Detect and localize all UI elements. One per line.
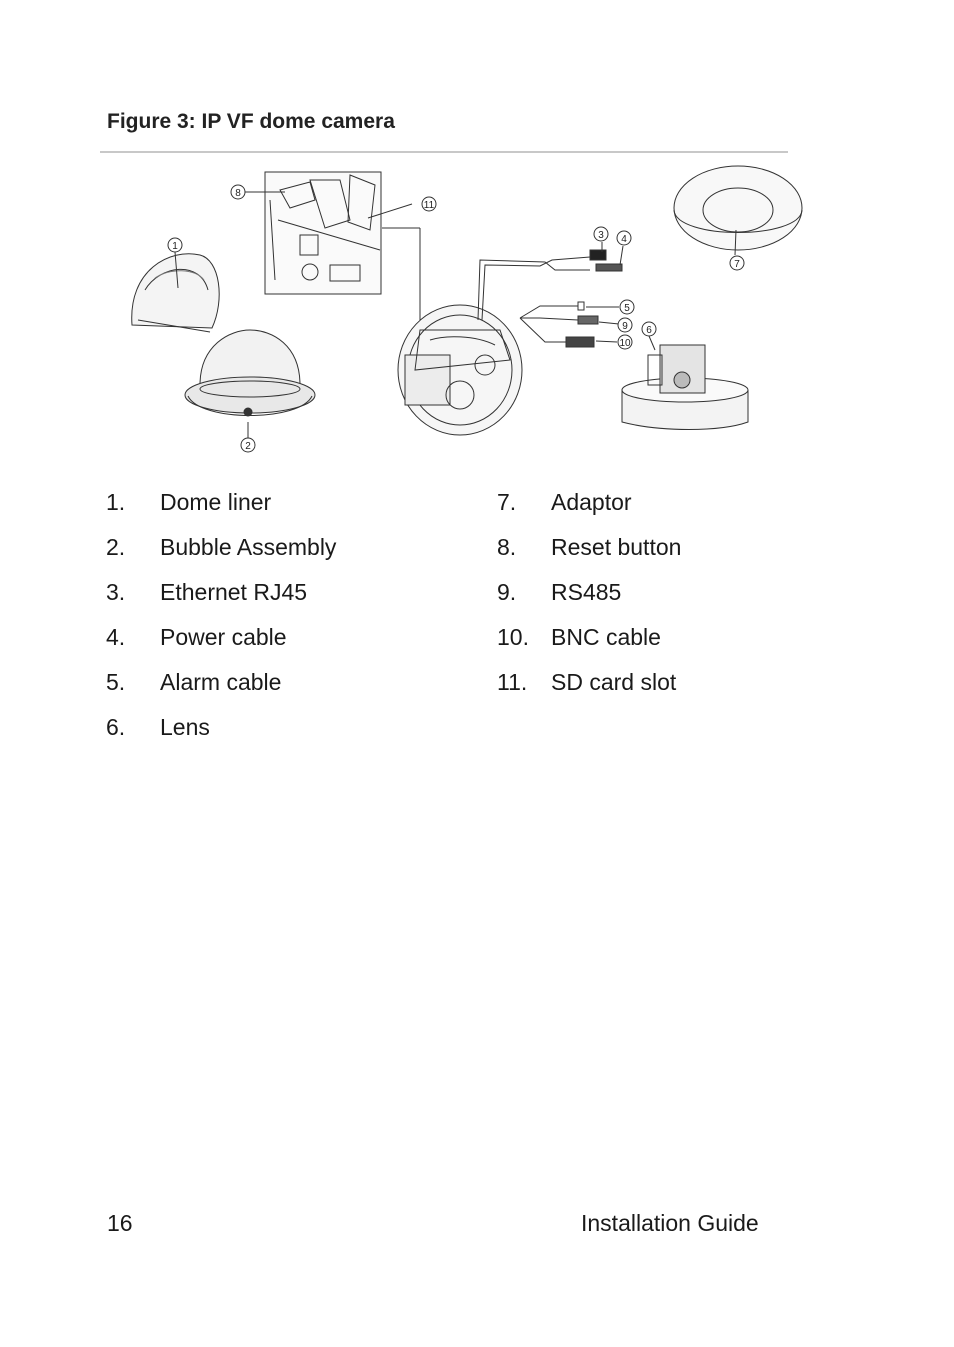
- legend-item: [497, 570, 681, 615]
- legend-item: [106, 660, 336, 705]
- callout-1: 1: [172, 241, 178, 252]
- legend-number: 11.: [497, 669, 528, 695]
- figure-title: Figure 3: IP VF dome camera: [107, 110, 395, 133]
- legend-label: Lens: [160, 714, 210, 740]
- page-number: 16: [107, 1210, 133, 1236]
- guide-title: Installation Guide: [581, 1210, 759, 1236]
- legend-item: [497, 525, 681, 570]
- adaptor-illustration: [674, 166, 802, 250]
- legend-number: 5.: [106, 669, 126, 695]
- legend-label: Reset button: [551, 534, 682, 560]
- callout-11: 11: [423, 200, 435, 211]
- dome-liner-illustration: [132, 254, 219, 332]
- legend-item: [106, 615, 336, 660]
- legend-number: 6.: [106, 714, 126, 740]
- legend-label: Power cable: [160, 624, 287, 650]
- callout-8: 8: [235, 188, 241, 199]
- legend-label: BNC cable: [551, 624, 661, 650]
- legend-right-column: [497, 480, 681, 705]
- legend-item: [497, 615, 681, 660]
- legend-label: Alarm cable: [160, 669, 282, 695]
- callout-6: 6: [646, 325, 652, 336]
- camera-diagram: [100, 160, 820, 465]
- legend-item: [106, 570, 336, 615]
- legend-item: [106, 525, 336, 570]
- callout-9: 9: [622, 321, 628, 332]
- legend-number: 8.: [497, 534, 517, 560]
- legend-number: 2.: [106, 534, 126, 560]
- callout-10: 10: [619, 338, 631, 349]
- callout-2: 2: [245, 441, 251, 452]
- legend-item: [497, 480, 681, 525]
- bubble-assembly-illustration: [185, 330, 315, 416]
- legend-number: 9.: [497, 579, 517, 605]
- callout-4: 4: [621, 234, 627, 245]
- callout-7: 7: [734, 259, 740, 270]
- legend-label: Adaptor: [551, 489, 632, 515]
- legend-number: 7.: [497, 489, 517, 515]
- lens-illustration: [622, 345, 748, 430]
- callout-5: 5: [624, 303, 630, 314]
- legend-label: Ethernet RJ45: [160, 579, 308, 605]
- legend-item: [106, 705, 336, 750]
- camera-body-illustration: [398, 305, 522, 435]
- callout-3: 3: [598, 230, 604, 241]
- legend-label: SD card slot: [551, 669, 677, 695]
- legend-item: [106, 480, 336, 525]
- legend-number: 1.: [106, 489, 126, 515]
- legend-item: [497, 660, 681, 705]
- inset-illustration: [265, 172, 381, 294]
- title-divider: [100, 151, 788, 153]
- legend-left-column: [106, 480, 336, 750]
- legend-label: Bubble Assembly: [160, 534, 337, 560]
- legend-number: 10.: [497, 624, 529, 650]
- legend-number: 3.: [106, 579, 126, 605]
- legend-label: RS485: [551, 579, 622, 605]
- legend-number: 4.: [106, 624, 126, 650]
- legend-label: Dome liner: [160, 489, 272, 515]
